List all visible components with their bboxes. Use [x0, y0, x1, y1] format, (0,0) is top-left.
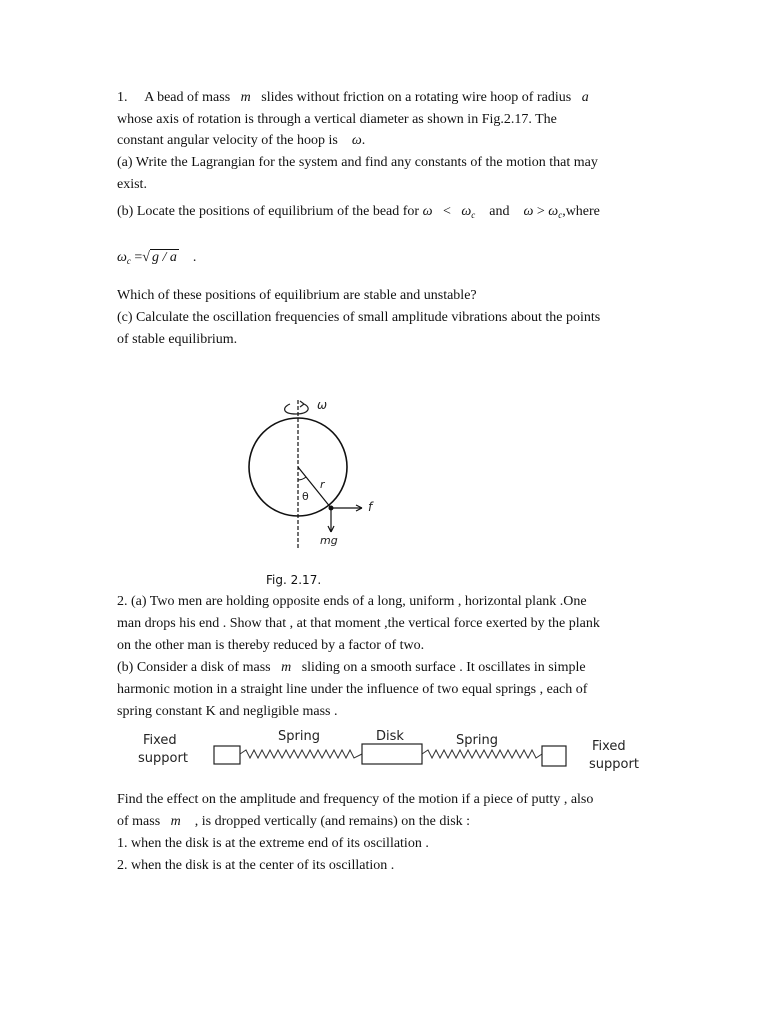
fixed-right-2: support [589, 757, 639, 772]
p2-m: m [281, 660, 292, 675]
fig-mg-label: mg [320, 534, 338, 547]
p1-and: and [489, 204, 510, 219]
p2-find-line2 [117, 812, 470, 832]
fig-theta-label: θ [302, 490, 309, 503]
sqrt-icon: √ [142, 250, 150, 265]
p2-m2: m [170, 814, 181, 829]
fixed-left-2: support [138, 751, 188, 766]
p1-omega-b2: ω [523, 204, 534, 219]
p2-b1a: (b) Consider a disk of mass [117, 660, 271, 675]
p1-sub-c2: c [558, 210, 563, 220]
p1-gt: > [536, 204, 545, 219]
fig-omega-label: ω [317, 398, 328, 412]
left-support [214, 746, 240, 764]
eq-equals: = [134, 250, 143, 265]
disk [362, 744, 422, 764]
p1-which: Which of these positions of equilibrium are stable and unstable? [117, 288, 477, 303]
p1-partB-text: (b) Locate the positions of equilibrium of the bead for [117, 204, 420, 219]
p2-a-line3: on the other man is thereby reduced by a factor of two. [117, 638, 425, 653]
disk-label: Disk [376, 729, 404, 744]
p1-a: a [581, 90, 589, 105]
p1-omega-c2: ω [548, 204, 559, 219]
spring-left-label: Spring [278, 729, 320, 744]
p1-partA-2: exist. [117, 177, 147, 192]
p2-a-line2: man drops his end . Show that , at that moment ,the vertical force exerted by the plank [117, 616, 600, 631]
p2-find-line1: Find the effect on the amplitude and frequency of the motion if a piece of putty , also [117, 792, 594, 807]
p1-dot: . [361, 133, 366, 148]
p1-l1b: slides without friction on a rotating wire hoop of radius [261, 90, 572, 105]
p1-line2: whose axis of rotation is through a vertical diameter as shown in Fig.2.17. The [117, 112, 557, 127]
eq-dot: . [192, 250, 197, 265]
p2-b1b: sliding on a smooth surface . It oscillates in simple [301, 660, 586, 675]
p1-l1a: A bead of mass [144, 90, 231, 105]
p1-number: 1. [117, 90, 128, 105]
p1-omega-c1: ω [461, 204, 472, 219]
p2-item2: 2. when the disk is at the center of its oscillation . [117, 858, 395, 873]
right-support [542, 746, 566, 766]
p1-partC-2: of stable equilibrium. [117, 332, 238, 347]
p1-sub-c1: c [471, 210, 476, 220]
spring-right-label: Spring [456, 733, 498, 748]
eq-omega: ω [117, 250, 127, 265]
p1-where: ,where [562, 204, 600, 219]
fig-caption: Fig. 2.17. [266, 573, 322, 587]
p1-omega: ω [351, 133, 362, 148]
p1-omega-b1: ω [422, 204, 433, 219]
p2-find2a: of mass [117, 814, 161, 829]
p1-lt: < [442, 204, 451, 219]
p2-a-line1: 2. (a) Two men are holding opposite ends of a long, uniform , horizontal plank .One [117, 594, 587, 609]
p2-find2b: , is dropped vertically (and remains) on the disk : [194, 814, 471, 829]
eq-sub-c: c [126, 256, 131, 266]
p2-b-line3: spring constant K and negligible mass . [117, 704, 338, 719]
fig-r-label: r [320, 478, 325, 491]
p2-b-line2: harmonic motion in a straight line under the influence of two equal springs , each of [117, 682, 588, 697]
right-spring [422, 750, 542, 758]
fig-f-label: f [368, 500, 373, 514]
p1-partC-1: (c) Calculate the oscillation frequencies of small amplitude vibrations about the points [117, 310, 601, 325]
eq-radicand: g / a [151, 250, 177, 265]
p1-m: m [240, 90, 251, 105]
p1-l3: constant angular velocity of the hoop is [117, 133, 338, 148]
left-spring [240, 750, 362, 758]
fixed-right-1: Fixed [592, 739, 626, 754]
p2-item1: 1. when the disk is at the extreme end of its oscillation . [117, 836, 429, 851]
fixed-left-1: Fixed [143, 733, 177, 748]
p1-partA-1: (a) Write the Lagrangian for the system and find any constants of the motion that may [117, 155, 598, 170]
